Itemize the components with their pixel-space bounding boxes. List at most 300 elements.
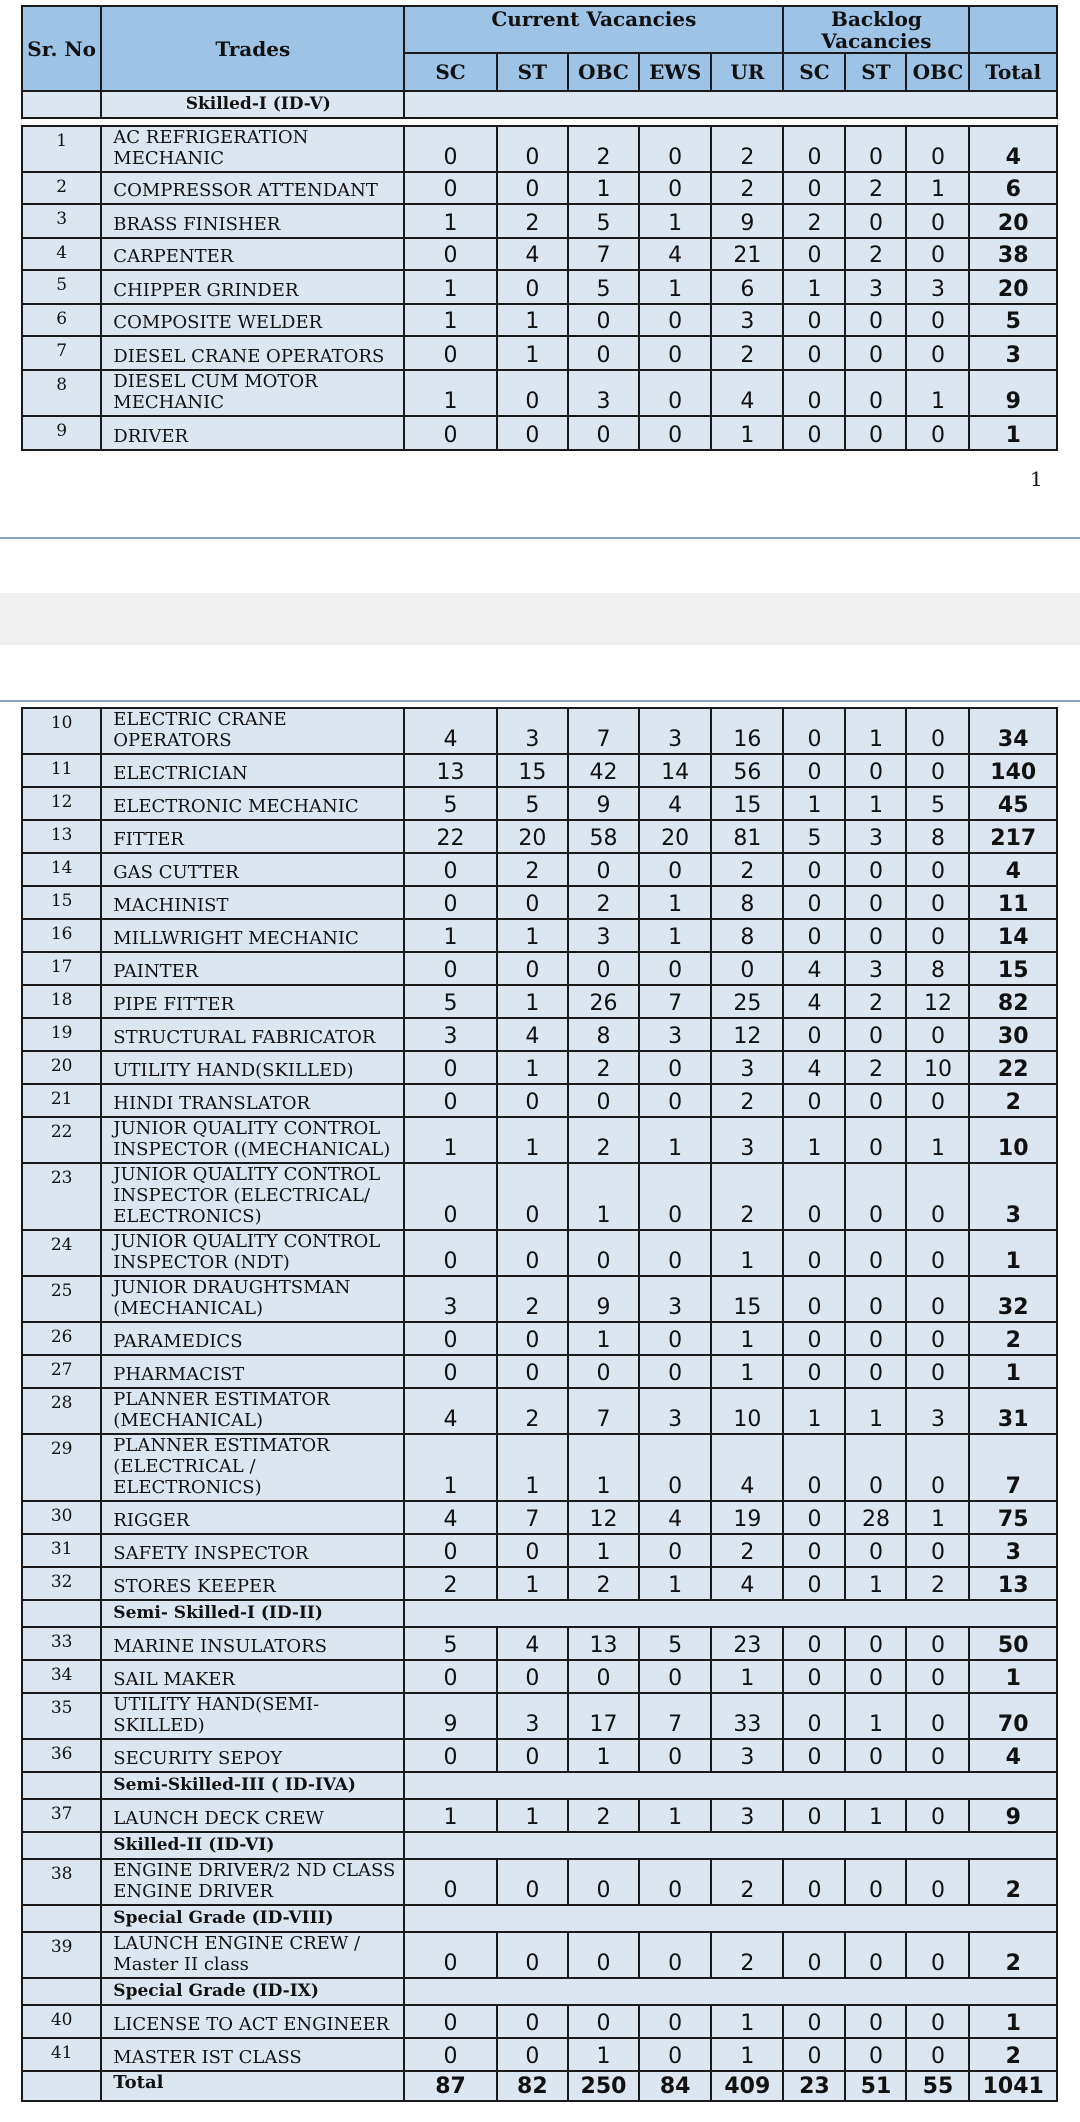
section-row bbox=[22, 1905, 1057, 1932]
row-value: 0 bbox=[639, 1163, 711, 1230]
row-value: 20 bbox=[639, 820, 711, 853]
row-value: 0 bbox=[906, 1859, 969, 1905]
row-sr-no: 31 bbox=[22, 1534, 101, 1567]
row-value: 0 bbox=[845, 1739, 906, 1772]
row-sr-no: 27 bbox=[22, 1355, 101, 1388]
row-value: 5 bbox=[404, 985, 497, 1018]
row-value: 5 bbox=[404, 1627, 497, 1660]
row-value: 1 bbox=[497, 336, 568, 370]
table-row bbox=[22, 2005, 1057, 2038]
row-value: 1 bbox=[639, 270, 711, 304]
row-value: 3 bbox=[497, 708, 568, 754]
section-blank bbox=[404, 1600, 1057, 1627]
row-sr-no: 18 bbox=[22, 985, 101, 1018]
row-value: 4 bbox=[497, 238, 568, 270]
row-value: 0 bbox=[639, 172, 711, 204]
row-value: 0 bbox=[639, 1859, 711, 1905]
row-value: 9 bbox=[711, 204, 783, 238]
table-row bbox=[22, 1627, 1057, 1660]
row-value: 3 bbox=[639, 708, 711, 754]
row-trade: ELECTRIC CRANE OPERATORS bbox=[101, 708, 404, 754]
row-value: 1 bbox=[845, 1388, 906, 1434]
row-sr-no: 6 bbox=[22, 304, 101, 336]
total-value: 51 bbox=[845, 2071, 906, 2101]
row-value: 0 bbox=[906, 1799, 969, 1832]
row-value: 1 bbox=[783, 1117, 845, 1163]
row-value: 4 bbox=[404, 1501, 497, 1534]
table-row bbox=[22, 1859, 1057, 1905]
row-value: 3 bbox=[404, 1018, 497, 1051]
table-row bbox=[22, 1163, 1057, 1230]
row-value: 21 bbox=[711, 238, 783, 270]
row-value: 0 bbox=[845, 2005, 906, 2038]
row-sr-no: 38 bbox=[22, 1859, 101, 1905]
row-value: 0 bbox=[783, 1322, 845, 1355]
row-total: 140 bbox=[969, 754, 1057, 787]
row-value: 42 bbox=[568, 754, 639, 787]
row-total: 9 bbox=[969, 1799, 1057, 1832]
row-total: 10 bbox=[969, 1117, 1057, 1163]
row-sr-no: 8 bbox=[22, 370, 101, 416]
row-value: 2 bbox=[497, 1276, 568, 1322]
row-value: 4 bbox=[783, 952, 845, 985]
row-value: 9 bbox=[568, 1276, 639, 1322]
section-label: Semi-Skilled-III ( ID-IVA) bbox=[101, 1772, 404, 1799]
row-value: 3 bbox=[404, 1276, 497, 1322]
page-1 bbox=[21, 5, 1058, 451]
row-value: 2 bbox=[711, 336, 783, 370]
row-value: 5 bbox=[906, 787, 969, 820]
row-total: 1 bbox=[969, 416, 1057, 450]
page-2 bbox=[21, 707, 1058, 2102]
row-value: 5 bbox=[568, 270, 639, 304]
row-value: 0 bbox=[845, 1163, 906, 1230]
header-col-2: OBC bbox=[568, 53, 639, 91]
row-total: 34 bbox=[969, 708, 1057, 754]
row-sr-no: 17 bbox=[22, 952, 101, 985]
row-total: 217 bbox=[969, 820, 1057, 853]
row-value: 0 bbox=[783, 1230, 845, 1276]
row-value: 33 bbox=[711, 1693, 783, 1739]
section-blank bbox=[22, 1832, 101, 1859]
table-row bbox=[22, 1660, 1057, 1693]
row-value: 0 bbox=[639, 952, 711, 985]
row-value: 0 bbox=[906, 126, 969, 172]
row-value: 0 bbox=[783, 1693, 845, 1739]
row-value: 4 bbox=[711, 1434, 783, 1501]
row-trade: CHIPPER GRINDER bbox=[101, 270, 404, 304]
row-value: 0 bbox=[783, 416, 845, 450]
header-col-4: UR bbox=[711, 53, 783, 91]
row-value: 0 bbox=[783, 304, 845, 336]
row-value: 0 bbox=[404, 886, 497, 919]
row-total: 32 bbox=[969, 1276, 1057, 1322]
section-blank bbox=[22, 1905, 101, 1932]
row-value: 0 bbox=[783, 1739, 845, 1772]
row-value: 0 bbox=[404, 1859, 497, 1905]
row-value: 0 bbox=[568, 1932, 639, 1978]
row-value: 1 bbox=[639, 1567, 711, 1600]
row-value: 10 bbox=[906, 1051, 969, 1084]
row-value: 0 bbox=[906, 1276, 969, 1322]
table-row bbox=[22, 1739, 1057, 1772]
table-row bbox=[22, 1117, 1057, 1163]
row-value: 13 bbox=[568, 1627, 639, 1660]
total-value: 55 bbox=[906, 2071, 969, 2101]
row-trade: MARINE INSULATORS bbox=[101, 1627, 404, 1660]
row-value: 2 bbox=[711, 1859, 783, 1905]
row-trade: ELECTRONIC MECHANIC bbox=[101, 787, 404, 820]
row-sr-no: 39 bbox=[22, 1932, 101, 1978]
row-value: 1 bbox=[404, 1799, 497, 1832]
row-value: 2 bbox=[906, 1567, 969, 1600]
row-total: 11 bbox=[969, 886, 1057, 919]
row-value: 15 bbox=[497, 754, 568, 787]
row-value: 0 bbox=[639, 304, 711, 336]
table-row bbox=[22, 1501, 1057, 1534]
header-current-vacancies: Current Vacancies bbox=[404, 6, 783, 53]
row-trade: LICENSE TO ACT ENGINEER bbox=[101, 2005, 404, 2038]
row-value: 0 bbox=[783, 1534, 845, 1567]
section-label: Skilled-II (ID-VI) bbox=[101, 1832, 404, 1859]
row-value: 0 bbox=[845, 853, 906, 886]
row-value: 0 bbox=[497, 126, 568, 172]
table-row bbox=[22, 2038, 1057, 2071]
row-value: 0 bbox=[404, 1322, 497, 1355]
row-value: 15 bbox=[711, 1276, 783, 1322]
row-sr-no: 4 bbox=[22, 238, 101, 270]
row-value: 0 bbox=[497, 2005, 568, 2038]
section-label: Special Grade (ID-IX) bbox=[101, 1978, 404, 2005]
row-value: 0 bbox=[845, 1322, 906, 1355]
section-blank bbox=[404, 1772, 1057, 1799]
row-value: 0 bbox=[639, 126, 711, 172]
row-value: 0 bbox=[906, 1084, 969, 1117]
row-value: 0 bbox=[639, 2038, 711, 2071]
header-col-3: EWS bbox=[639, 53, 711, 91]
row-value: 8 bbox=[906, 952, 969, 985]
row-sr-no: 23 bbox=[22, 1163, 101, 1230]
table-row bbox=[22, 126, 1057, 172]
row-value: 0 bbox=[497, 1739, 568, 1772]
row-sr-no: 19 bbox=[22, 1018, 101, 1051]
row-value: 1 bbox=[404, 304, 497, 336]
row-value: 0 bbox=[906, 1355, 969, 1388]
row-value: 4 bbox=[404, 708, 497, 754]
row-sr-no: 10 bbox=[22, 708, 101, 754]
row-value: 1 bbox=[497, 1799, 568, 1832]
row-trade: DIESEL CUM MOTOR MECHANIC bbox=[101, 370, 404, 416]
row-sr-no: 36 bbox=[22, 1739, 101, 1772]
section-blank bbox=[404, 1978, 1057, 2005]
row-value: 0 bbox=[845, 1355, 906, 1388]
row-value: 4 bbox=[404, 1388, 497, 1434]
section-row bbox=[22, 1600, 1057, 1627]
row-value: 0 bbox=[497, 1163, 568, 1230]
row-value: 1 bbox=[497, 1567, 568, 1600]
section-label: Semi- Skilled-I (ID-II) bbox=[101, 1600, 404, 1627]
table-row bbox=[22, 919, 1057, 952]
row-sr-no: 34 bbox=[22, 1660, 101, 1693]
section-blank bbox=[22, 1772, 101, 1799]
row-value: 0 bbox=[497, 1859, 568, 1905]
row-total: 13 bbox=[969, 1567, 1057, 1600]
table-row bbox=[22, 336, 1057, 370]
row-sr-no: 12 bbox=[22, 787, 101, 820]
row-value: 0 bbox=[497, 416, 568, 450]
row-value: 7 bbox=[568, 1388, 639, 1434]
row-value: 3 bbox=[568, 919, 639, 952]
row-value: 3 bbox=[711, 1051, 783, 1084]
table-row bbox=[22, 1567, 1057, 1600]
table-row bbox=[22, 1434, 1057, 1501]
row-value: 0 bbox=[783, 1355, 845, 1388]
row-total: 4 bbox=[969, 1739, 1057, 1772]
table-row bbox=[22, 172, 1057, 204]
row-trade: GAS CUTTER bbox=[101, 853, 404, 886]
row-value: 1 bbox=[711, 1322, 783, 1355]
row-sr-no: 22 bbox=[22, 1117, 101, 1163]
row-total: 2 bbox=[969, 1084, 1057, 1117]
row-value: 2 bbox=[711, 172, 783, 204]
row-value: 1 bbox=[568, 1434, 639, 1501]
row-value: 0 bbox=[568, 416, 639, 450]
row-value: 0 bbox=[906, 1534, 969, 1567]
row-value: 4 bbox=[497, 1018, 568, 1051]
row-value: 1 bbox=[639, 919, 711, 952]
total-value: 250 bbox=[568, 2071, 639, 2101]
section-blank bbox=[22, 1600, 101, 1627]
row-trade: PLANNER ESTIMATOR (MECHANICAL) bbox=[101, 1388, 404, 1434]
table-row bbox=[22, 270, 1057, 304]
row-value: 1 bbox=[845, 1567, 906, 1600]
row-value: 0 bbox=[783, 853, 845, 886]
row-value: 0 bbox=[639, 1932, 711, 1978]
total-row bbox=[22, 2071, 1057, 2101]
row-value: 14 bbox=[639, 754, 711, 787]
row-value: 0 bbox=[404, 1051, 497, 1084]
row-sr-no: 41 bbox=[22, 2038, 101, 2071]
row-total: 82 bbox=[969, 985, 1057, 1018]
row-value: 4 bbox=[783, 1051, 845, 1084]
row-total: 2 bbox=[969, 1859, 1057, 1905]
row-value: 0 bbox=[404, 1163, 497, 1230]
section-row bbox=[22, 1832, 1057, 1859]
row-value: 2 bbox=[404, 1567, 497, 1600]
row-value: 0 bbox=[845, 1660, 906, 1693]
section-blank bbox=[404, 91, 1057, 118]
header-col-5: SC bbox=[783, 53, 845, 91]
row-value: 0 bbox=[639, 1230, 711, 1276]
row-sr-no: 9 bbox=[22, 416, 101, 450]
table-row bbox=[22, 238, 1057, 270]
row-total: 14 bbox=[969, 919, 1057, 952]
row-trade: PHARMACIST bbox=[101, 1355, 404, 1388]
row-value: 0 bbox=[639, 1534, 711, 1567]
row-total: 22 bbox=[969, 1051, 1057, 1084]
row-total: 2 bbox=[969, 1322, 1057, 1355]
row-sr-no: 14 bbox=[22, 853, 101, 886]
section-row bbox=[22, 1772, 1057, 1799]
row-value: 7 bbox=[568, 238, 639, 270]
row-value: 22 bbox=[404, 820, 497, 853]
row-trade: COMPOSITE WELDER bbox=[101, 304, 404, 336]
row-value: 0 bbox=[497, 2038, 568, 2071]
row-value: 0 bbox=[783, 1276, 845, 1322]
row-value: 0 bbox=[404, 1932, 497, 1978]
row-sr-no: 24 bbox=[22, 1230, 101, 1276]
row-value: 3 bbox=[906, 1388, 969, 1434]
row-trade: MACHINIST bbox=[101, 886, 404, 919]
row-value: 1 bbox=[497, 1434, 568, 1501]
row-value: 2 bbox=[711, 1534, 783, 1567]
row-value: 2 bbox=[568, 126, 639, 172]
row-value: 3 bbox=[639, 1018, 711, 1051]
row-sr-no: 33 bbox=[22, 1627, 101, 1660]
row-value: 0 bbox=[404, 1230, 497, 1276]
row-value: 16 bbox=[711, 708, 783, 754]
row-value: 56 bbox=[711, 754, 783, 787]
total-label: Total bbox=[101, 2071, 404, 2101]
row-value: 0 bbox=[404, 126, 497, 172]
section-row bbox=[22, 91, 1057, 118]
page-number: 1 bbox=[1030, 467, 1043, 491]
header-sr-no: Sr. No bbox=[22, 6, 101, 91]
row-value: 0 bbox=[404, 1355, 497, 1388]
row-value: 0 bbox=[845, 370, 906, 416]
row-value: 0 bbox=[568, 1859, 639, 1905]
row-total: 9 bbox=[969, 370, 1057, 416]
row-trade: JUNIOR QUALITY CONTROL INSPECTOR (ELECTRICAL/ ELECTRONICS) bbox=[101, 1163, 404, 1230]
row-value: 0 bbox=[404, 1084, 497, 1117]
row-value: 0 bbox=[845, 336, 906, 370]
row-trade: STRUCTURAL FABRICATOR bbox=[101, 1018, 404, 1051]
row-value: 0 bbox=[639, 1051, 711, 1084]
row-total: 1 bbox=[969, 1355, 1057, 1388]
row-value: 0 bbox=[906, 1018, 969, 1051]
row-value: 0 bbox=[783, 2005, 845, 2038]
row-value: 12 bbox=[906, 985, 969, 1018]
row-value: 8 bbox=[568, 1018, 639, 1051]
row-value: 1 bbox=[845, 708, 906, 754]
row-value: 0 bbox=[845, 1230, 906, 1276]
row-value: 1 bbox=[906, 1117, 969, 1163]
row-value: 0 bbox=[639, 853, 711, 886]
row-value: 0 bbox=[404, 172, 497, 204]
row-value: 0 bbox=[639, 1355, 711, 1388]
row-value: 0 bbox=[639, 2005, 711, 2038]
row-value: 1 bbox=[639, 886, 711, 919]
row-value: 1 bbox=[568, 1322, 639, 1355]
row-trade: FITTER bbox=[101, 820, 404, 853]
row-value: 7 bbox=[639, 1693, 711, 1739]
row-value: 12 bbox=[568, 1501, 639, 1534]
row-value: 1 bbox=[783, 1388, 845, 1434]
row-value: 3 bbox=[711, 1739, 783, 1772]
row-value: 0 bbox=[568, 2005, 639, 2038]
row-value: 0 bbox=[783, 708, 845, 754]
spacer-row bbox=[22, 118, 1057, 126]
row-value: 0 bbox=[906, 754, 969, 787]
table-row bbox=[22, 952, 1057, 985]
row-value: 4 bbox=[711, 370, 783, 416]
total-value: 84 bbox=[639, 2071, 711, 2101]
row-value: 0 bbox=[404, 336, 497, 370]
row-value: 0 bbox=[906, 238, 969, 270]
row-value: 0 bbox=[639, 1660, 711, 1693]
row-value: 0 bbox=[639, 1739, 711, 1772]
row-value: 3 bbox=[906, 270, 969, 304]
row-trade: MILLWRIGHT MECHANIC bbox=[101, 919, 404, 952]
row-total: 30 bbox=[969, 1018, 1057, 1051]
row-trade: CARPENTER bbox=[101, 238, 404, 270]
row-value: 2 bbox=[711, 1932, 783, 1978]
row-value: 28 bbox=[845, 1501, 906, 1534]
row-trade: SAIL MAKER bbox=[101, 1660, 404, 1693]
vacancy-table-page-2 bbox=[21, 707, 1058, 2102]
row-value: 1 bbox=[639, 1117, 711, 1163]
row-trade: HINDI TRANSLATOR bbox=[101, 1084, 404, 1117]
row-total: 31 bbox=[969, 1388, 1057, 1434]
row-value: 3 bbox=[845, 952, 906, 985]
row-trade: RIGGER bbox=[101, 1501, 404, 1534]
row-value: 7 bbox=[639, 985, 711, 1018]
row-value: 0 bbox=[783, 336, 845, 370]
row-value: 0 bbox=[783, 754, 845, 787]
row-value: 3 bbox=[711, 1799, 783, 1832]
row-value: 0 bbox=[906, 1932, 969, 1978]
table-row bbox=[22, 1355, 1057, 1388]
row-value: 0 bbox=[497, 1932, 568, 1978]
row-value: 0 bbox=[639, 416, 711, 450]
row-value: 0 bbox=[845, 1018, 906, 1051]
row-value: 0 bbox=[783, 1627, 845, 1660]
row-value: 0 bbox=[845, 1859, 906, 1905]
row-value: 2 bbox=[711, 1163, 783, 1230]
row-value: 0 bbox=[906, 919, 969, 952]
row-value: 0 bbox=[783, 238, 845, 270]
row-value: 0 bbox=[404, 1534, 497, 1567]
row-value: 0 bbox=[568, 1660, 639, 1693]
row-total: 2 bbox=[969, 2038, 1057, 2071]
row-value: 1 bbox=[568, 172, 639, 204]
row-value: 1 bbox=[404, 270, 497, 304]
row-value: 1 bbox=[497, 1117, 568, 1163]
row-value: 1 bbox=[568, 1163, 639, 1230]
row-value: 1 bbox=[711, 2038, 783, 2071]
row-value: 1 bbox=[404, 1434, 497, 1501]
row-value: 9 bbox=[568, 787, 639, 820]
row-value: 1 bbox=[711, 416, 783, 450]
row-value: 1 bbox=[639, 204, 711, 238]
row-sr-no: 26 bbox=[22, 1322, 101, 1355]
row-value: 3 bbox=[497, 1693, 568, 1739]
row-value: 2 bbox=[845, 238, 906, 270]
row-value: 0 bbox=[783, 1501, 845, 1534]
page-separator-top bbox=[0, 537, 1080, 539]
row-value: 2 bbox=[568, 1117, 639, 1163]
vacancy-table-page-1 bbox=[21, 5, 1058, 451]
row-value: 0 bbox=[906, 1230, 969, 1276]
row-value: 0 bbox=[404, 2038, 497, 2071]
row-trade: ELECTRICIAN bbox=[101, 754, 404, 787]
row-total: 3 bbox=[969, 1163, 1057, 1230]
row-value: 1 bbox=[639, 1799, 711, 1832]
row-sr-no: 20 bbox=[22, 1051, 101, 1084]
row-value: 0 bbox=[783, 1932, 845, 1978]
table-row bbox=[22, 416, 1057, 450]
row-value: 0 bbox=[783, 1163, 845, 1230]
